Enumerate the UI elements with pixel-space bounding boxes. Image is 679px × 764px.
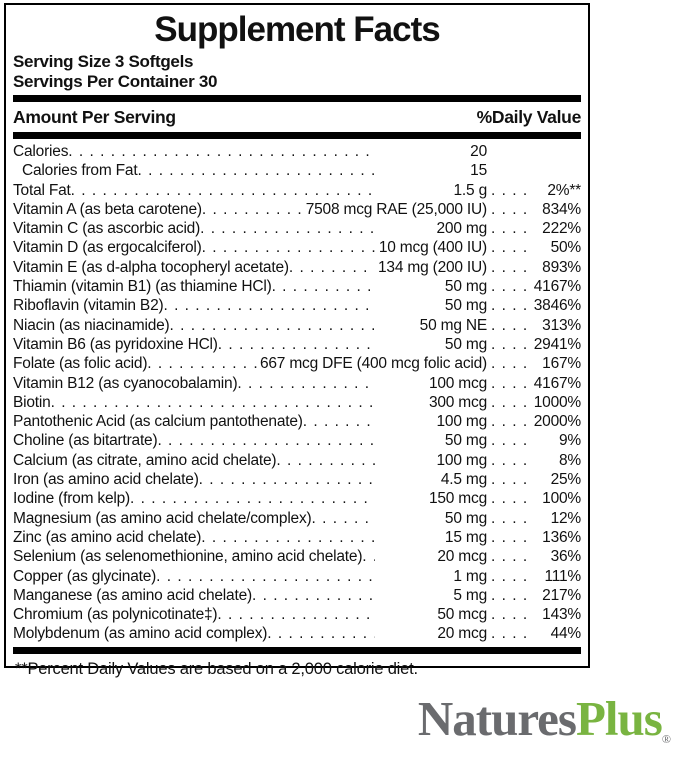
nutrient-name: Folate (as folic acid) bbox=[13, 355, 148, 373]
nutrient-name: Calories from Fat bbox=[22, 162, 138, 180]
nutrient-name: Calcium (as citrate, amino acid chelate) bbox=[13, 451, 277, 469]
leader-dots-percent bbox=[487, 489, 529, 508]
header-daily-value: %Daily Value bbox=[476, 107, 581, 127]
leader-dots bbox=[276, 451, 375, 470]
leader-dots-percent bbox=[487, 528, 529, 547]
supplement-facts-panel bbox=[4, 3, 590, 678]
nutrient-row bbox=[13, 316, 581, 335]
leader-dots bbox=[163, 296, 375, 315]
nutrient-name: Vitamin C (as ascorbic acid) bbox=[13, 220, 201, 238]
serving-info bbox=[13, 52, 581, 92]
nutrient-row bbox=[13, 567, 581, 586]
nutrient-row bbox=[13, 142, 581, 161]
nutrient-daily-value: 50% bbox=[550, 239, 581, 257]
leader-dots-percent bbox=[487, 316, 529, 335]
nutrient-amount: 15 bbox=[470, 162, 487, 180]
nutrient-amount: 10 mcg (400 IU) bbox=[378, 239, 487, 257]
nutrient-name: Choline (as bitartrate) bbox=[13, 432, 158, 450]
leader-dots bbox=[147, 354, 260, 373]
nutrient-amount: 4.5 mg bbox=[440, 471, 487, 489]
leader-dots-percent bbox=[487, 200, 529, 219]
nutrient-name: Magnesium (as amino acid chelate/complex) bbox=[13, 509, 312, 527]
nutrient-amount: 1.5 g bbox=[453, 181, 487, 199]
logo-text-plus: Plus bbox=[576, 691, 662, 746]
nutrient-name: Thiamin (vitamin B1) (as thiamine HCl) bbox=[13, 278, 272, 296]
leader-dots bbox=[202, 238, 375, 257]
leader-dots-percent bbox=[487, 412, 529, 431]
nutrient-rows bbox=[13, 142, 581, 644]
nutrient-daily-value: 44% bbox=[550, 625, 581, 643]
leader-dots-percent bbox=[487, 181, 529, 200]
divider-bar-bottom bbox=[13, 647, 581, 654]
leader-dots-percent bbox=[487, 277, 529, 296]
nutrient-name: Iodine (from kelp) bbox=[13, 490, 131, 508]
nutrient-daily-value: 4167% bbox=[533, 374, 581, 392]
nutrient-daily-value: 111% bbox=[544, 567, 581, 585]
logo-text-natures: Natures bbox=[417, 691, 576, 746]
nutrient-amount: 20 bbox=[470, 143, 487, 160]
naturesplus-logo bbox=[417, 691, 671, 764]
leader-dots bbox=[68, 142, 375, 161]
leader-dots bbox=[218, 335, 375, 354]
leader-dots-percent bbox=[487, 451, 529, 470]
serving-size: Serving Size 3 Softgels bbox=[13, 52, 194, 71]
nutrient-row bbox=[13, 489, 581, 508]
nutrient-row bbox=[13, 181, 581, 200]
leader-dots-percent bbox=[487, 219, 529, 238]
nutrient-daily-value: 1000% bbox=[533, 393, 581, 411]
nutrient-name: Riboflavin (vitamin B2) bbox=[13, 297, 164, 315]
nutrient-daily-value: 222% bbox=[542, 220, 581, 238]
leader-dots-percent bbox=[487, 335, 529, 354]
nutrient-name: Vitamin E (as d-alpha tocopheryl acetate) bbox=[13, 258, 289, 276]
nutrient-daily-value: 36% bbox=[550, 548, 581, 566]
nutrient-row bbox=[13, 451, 581, 470]
nutrient-row bbox=[13, 335, 581, 354]
nutrient-daily-value: 12% bbox=[550, 509, 581, 527]
nutrient-daily-value: 2000% bbox=[533, 413, 581, 431]
nutrient-amount: 50 mg bbox=[444, 335, 487, 353]
nutrient-daily-value: 8% bbox=[558, 451, 581, 469]
leader-dots-percent bbox=[487, 374, 529, 393]
nutrient-amount: 100 mcg bbox=[428, 374, 487, 392]
divider-bar-top bbox=[13, 95, 581, 102]
nutrient-daily-value: 167% bbox=[542, 355, 581, 373]
nutrient-amount: 50 mcg bbox=[437, 606, 487, 624]
nutrient-amount: 50 mg bbox=[444, 509, 487, 527]
nutrient-amount: 100 mg bbox=[436, 451, 487, 469]
leader-dots-percent bbox=[487, 586, 529, 605]
nutrient-row bbox=[13, 354, 581, 373]
nutrient-daily-value: 893% bbox=[542, 258, 581, 276]
nutrient-name: Molybdenum (as amino acid complex) bbox=[13, 625, 268, 643]
nutrient-daily-value: 834% bbox=[542, 200, 581, 218]
nutrient-amount: 200 mg bbox=[436, 220, 487, 238]
nutrient-name: Vitamin D (as ergocalciferol) bbox=[13, 239, 202, 257]
nutrient-row bbox=[13, 393, 581, 412]
nutrient-daily-value: 9% bbox=[558, 432, 581, 450]
leader-dots bbox=[217, 605, 375, 624]
divider-bar-header bbox=[13, 132, 581, 139]
leader-dots bbox=[71, 181, 375, 200]
nutrient-daily-value: 143% bbox=[542, 606, 581, 624]
leader-dots-percent bbox=[487, 547, 529, 566]
nutrient-amount: 1 mg bbox=[453, 567, 487, 585]
nutrient-amount: 20 mcg bbox=[437, 625, 487, 643]
nutrient-name: Copper (as glycinate) bbox=[13, 567, 157, 585]
nutrient-name: Niacin (as niacinamide) bbox=[13, 316, 170, 334]
leader-dots bbox=[252, 586, 375, 605]
leader-dots bbox=[289, 258, 375, 277]
nutrient-daily-value: 3846% bbox=[533, 297, 581, 315]
nutrient-row bbox=[13, 586, 581, 605]
daily-value-footnote: **Percent Daily Values are based on a 2,000 calorie diet. bbox=[15, 659, 418, 678]
leader-dots-percent bbox=[487, 470, 529, 489]
registered-trademark-icon: ® bbox=[661, 732, 671, 746]
nutrient-row bbox=[13, 374, 581, 393]
nutrient-row bbox=[13, 296, 581, 315]
nutrient-name: Pantothenic Acid (as calcium pantothenate) bbox=[13, 413, 303, 431]
leader-dots bbox=[312, 509, 376, 528]
nutrient-name: Calories bbox=[13, 143, 69, 160]
nutrient-row bbox=[13, 624, 581, 643]
leader-dots bbox=[130, 489, 375, 508]
leader-dots-percent bbox=[487, 393, 529, 412]
leader-dots-percent bbox=[487, 354, 529, 373]
leader-dots bbox=[237, 374, 375, 393]
nutrient-row bbox=[13, 277, 581, 296]
leader-dots bbox=[137, 161, 375, 180]
leader-dots-percent bbox=[487, 296, 529, 315]
header-amount-per-serving: Amount Per Serving bbox=[13, 107, 176, 127]
nutrient-name: Selenium (as selenomethionine, amino acid chelate) bbox=[13, 548, 363, 566]
leader-dots bbox=[272, 277, 375, 296]
nutrient-row bbox=[13, 412, 581, 431]
nutrient-name: Manganese (as amino acid chelate) bbox=[13, 586, 252, 604]
column-headers bbox=[13, 105, 581, 129]
nutrient-amount: 667 mcg DFE (400 mcg folic acid) bbox=[259, 355, 487, 373]
nutrient-name: Vitamin B12 (as cyanocobalamin) bbox=[13, 374, 238, 392]
leader-dots bbox=[51, 393, 375, 412]
nutrient-amount: 50 mg bbox=[444, 297, 487, 315]
nutrient-amount: 300 mcg bbox=[428, 393, 487, 411]
leader-dots bbox=[201, 528, 375, 547]
nutrient-name: Zinc (as amino acid chelate) bbox=[13, 528, 202, 546]
nutrient-amount: 7508 mcg RAE (25,000 IU) bbox=[305, 200, 487, 218]
nutrient-name: Biotin bbox=[13, 393, 51, 411]
nutrient-name: Chromium (as polynicotinate‡) bbox=[13, 606, 218, 624]
nutrient-row bbox=[13, 528, 581, 547]
servings-per-container: Servings Per Container 30 bbox=[13, 72, 218, 91]
nutrient-amount: 134 mg (200 IU) bbox=[378, 258, 487, 276]
leader-dots bbox=[202, 200, 306, 219]
nutrient-row bbox=[13, 547, 581, 566]
leader-dots bbox=[200, 219, 375, 238]
leader-dots bbox=[267, 624, 375, 643]
nutrient-amount: 50 mg bbox=[444, 278, 487, 296]
nutrient-name: Vitamin B6 (as pyridoxine HCl) bbox=[13, 335, 218, 353]
nutrient-amount: 100 mg bbox=[436, 413, 487, 431]
nutrient-amount: 50 mg bbox=[444, 432, 487, 450]
nutrient-row bbox=[13, 219, 581, 238]
nutrient-daily-value: 136% bbox=[542, 528, 581, 546]
nutrient-row bbox=[13, 470, 581, 489]
nutrient-daily-value: 25% bbox=[550, 471, 581, 489]
nutrient-daily-value: 2941% bbox=[533, 335, 581, 353]
nutrient-row bbox=[13, 258, 581, 277]
panel-title: Supplement Facts bbox=[154, 10, 440, 49]
leader-dots-percent bbox=[487, 431, 529, 450]
nutrient-row bbox=[13, 238, 581, 257]
nutrient-daily-value: 100% bbox=[542, 490, 581, 508]
leader-dots bbox=[157, 431, 375, 450]
nutrient-row bbox=[13, 509, 581, 528]
nutrient-row bbox=[13, 431, 581, 450]
nutrient-row bbox=[13, 200, 581, 219]
leader-dots bbox=[303, 412, 375, 431]
nutrient-amount: 50 mg NE bbox=[419, 316, 487, 334]
leader-dots bbox=[199, 470, 375, 489]
nutrient-amount: 5 mg bbox=[453, 586, 487, 604]
nutrient-amount: 20 mcg bbox=[437, 548, 487, 566]
nutrient-amount: 15 mg bbox=[444, 528, 487, 546]
leader-dots-percent bbox=[487, 509, 529, 528]
nutrient-name: Vitamin A (as beta carotene) bbox=[13, 200, 202, 218]
nutrient-name: Total Fat bbox=[13, 181, 71, 199]
nutrient-row bbox=[13, 605, 581, 624]
leader-dots-percent bbox=[487, 567, 529, 586]
nutrient-amount: 150 mcg bbox=[428, 490, 487, 508]
leader-dots bbox=[362, 547, 375, 566]
leader-dots-percent bbox=[487, 238, 529, 257]
nutrient-daily-value: 217% bbox=[542, 586, 581, 604]
nutrient-daily-value: 4167% bbox=[533, 278, 581, 296]
leader-dots bbox=[170, 316, 376, 335]
leader-dots-percent bbox=[487, 624, 529, 643]
leader-dots bbox=[156, 567, 375, 586]
leader-dots-percent bbox=[487, 258, 529, 277]
nutrient-row bbox=[13, 161, 581, 180]
leader-dots-percent bbox=[487, 605, 529, 624]
nutrient-daily-value: 2%** bbox=[547, 181, 581, 199]
nutrient-daily-value: 313% bbox=[542, 316, 581, 334]
nutrient-name: Iron (as amino acid chelate) bbox=[13, 471, 199, 489]
